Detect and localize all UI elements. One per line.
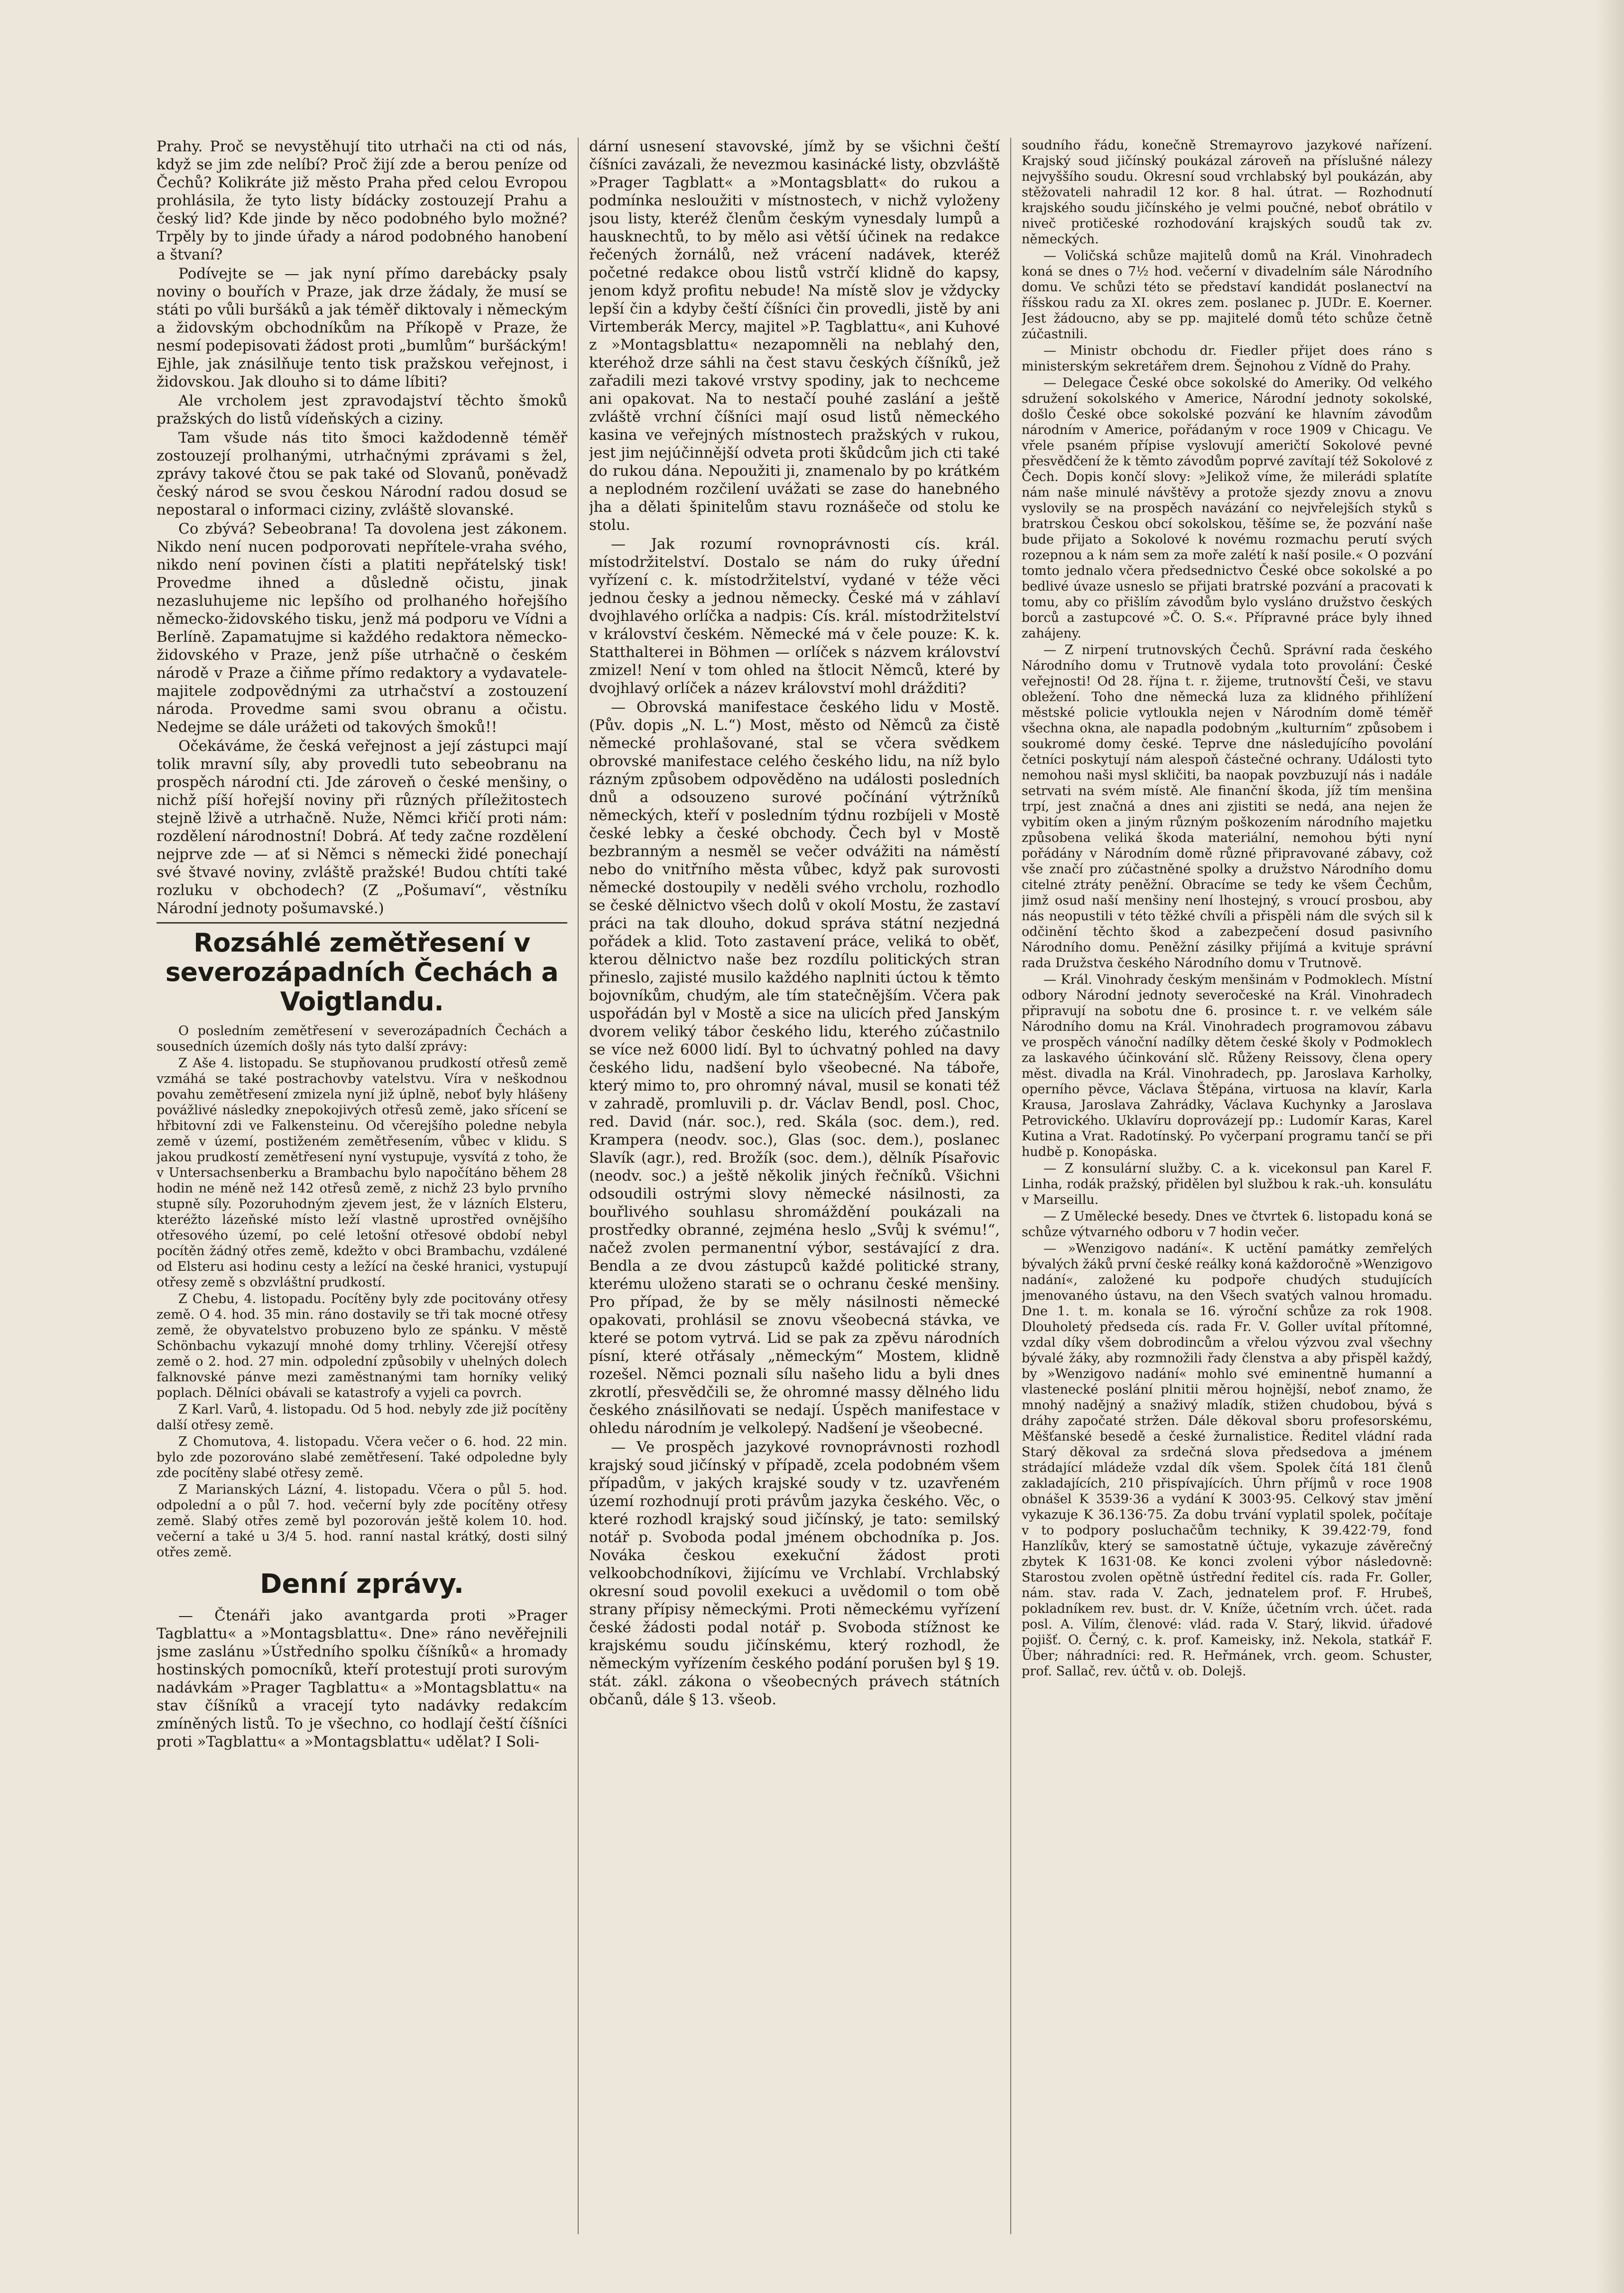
column-3 xyxy=(1022,138,1432,2234)
news-item: Z Marianských Lázní, 4. listopadu. Včera o půl 5. hod. odpolední a o půl 7. hod. večerní byly zde pocítěny otřesy země. Slabý otřes země byl pozorován ještě kolem 10. hod. večerní a také u 3/4 5. hod. ranní nastal krátký, dosti silný otřes země. xyxy=(157,1482,568,1560)
news-item: — Ve prospěch jazykové rovnoprávnosti rozhodl krajský soud jičínský v případě, zcela podobném všem případům, v jakých krajské soudy v tz. uzavřeném území rozhodnují proti právům jazyka českého. Věc, o které rozhodl krajský soud jičínský, je tato: semilský notář p. Svoboda podal jménem obchodníka p. Jos. Nováka českou exekuční žádost proti velkoobchodníkovi, žijícímu ve Vrchlabí. Vrchlabský okresní soud povolil exekuci a uvědomil o tom obě strany přípisy německými. Proti německému vyřízení české žádosti podal notář p. Svoboda stížnost ke krajskému soudu jičínskému, který rozhodl, že německým vyřízením českého podání porušen byl § 19. stát. zákl. zákona o všeobecných právech státních občanů, dále § 13. všeob. xyxy=(589,1439,1000,1708)
article-paragraph: Podívejte se — jak nyní přímo darebácky psaly noviny o bouřích v Praze, jak drze žádaly, že musí se státi po vůli buršáků a jak téměř diktovaly i německým a židovským obchodníkům na Příkopě v Praze, že nesmí podepisovati žádost proti „bumlům“ buršáckým! Ejhle, jak znásilňuje tento tisk pražskou veřejnost, i židovskou. Jak dlouho si to dáme líbiti? xyxy=(157,265,568,390)
article-paragraph: Tam všude nás tito šmoci každodenně téměř zostouzejí prolhanými, utrhačnými zprávami s žel, zprávy takové čtou se pak také od Slovanů, poněvadž český národ se svou českou Národní radou dosud se nepostaral o informaci ciziny, zvláště slovanské. xyxy=(157,429,568,518)
news-item: — »Wenzigovo nadání«. K uctění památky zemřelých bývalých žáků první české reálky koná každoročně »Wenzigovo nadání«, založené ku podpoře chudých studujících jmenovaného ústavu, na den Všech svatých valnou hromadu. Dne 1. t. m. konala se 16. výroční schůze za rok 1908. Dlouholetý předseda cís. rada Fr. V. Goller uvítal přítomné, vzdal díky všem dobrodincům a vřelou výzvou zval všechny bývalé žáky, aby rozmnožili řady členstva a aby přispěl každý, by »Wenzigovo nadání« mohlo své eminentně humanní a vlastenecké poslání plnitii měrou hojnější, neboť znamo, že mnohý nadějný a snaživý mladík, stižen chudobou, bývá s dráhy započaté stržen. Dále děkoval sboru profesorskému, Měšťanské besedě a české žurnalistice. Ředitel vládní rada Starý děkoval za srdečná slova předsedova a jménem strádající mládeže vzdal dík všem. Spolek čítá 181 členů zakladajících, 210 přispívajících. Úhrn příjmů v roce 1908 obnášel K 3539·36 a vydání K 3003·95. Celkový stav jmění vykazuje K 36.136·75. Za dobu trvání vyplatil spolek, počítaje v to podpory posluchačům techniky, K 39.422·79, fond Hanzlíkův, který se samostatně účtuje, vykazuje závěrečný zbytek K 1631·08. Ke konci zvoleni výbor následovně: Starostou zvolen opětně ústřední ředitel cís. rada Fr. Goller, nám. stav. rada V. Zach, jednatelem prof. F. Hrubeš, pokladníkem rev. bust. dr. V. Kníže, účetním vrch. účet. rada posl. A. Vilím, členové: vlád. rada V. Starý, likvid. úřadové pojišť. O. Černý, c. k. prof. Kameisky, inž. Nekola, statkář F. Über; náhradníci: red. R. Heřmánek, vrch. geom. Schuster, prof. Sallač, rev. účtů v. ob. Dolejš. xyxy=(1022,1241,1433,1679)
news-item: — Čtenáři jako avantgarda proti »Prager Tagblattu« a »Montagsblattu«. Dne» ráno nevěřejnili jsme zaslánu »Ústředního spolku číšníků« a hromady hostinských pomocníků, kteří protestují proti surovým nadávkám »Prager Tagblattu« a »Montagsblattu« na stav číšníků a vracejí tyto nadávky redakcím zmíněných listů. To je všechno, co hodlají čeští číšníci proti »Tagblattu« a »Montagsblattu« udělat? I Soli- xyxy=(157,1607,568,1750)
news-item: — Delegace České obce sokolské do Ameriky. Od velkého sdružení sokolského v Americe, Národní jednoty sokolské, došlo České obce sokolské pozvání ke hlavním závodům národním v Americe, pořádaným v roce 1909 v Chicagu. Ve vřele psaném přípise vyslovují američtí Sokolové pevné přesvědčení že k těmto závodům poprvé zavítají též Sokolové z Čech. Dopis končí slovy: »Jelikož víme, že milerádi splatíte nám naše minulé návštěvy a protože sjezdy znovu a znovu vyslovily se na prospěch navázání co nejvřelejších styků s bratrskou Českou obcí sokolskou, těšíme se, že pozvání naše bude přijato a Sokolové k novému rozmachu perutí svých rozepnou a k nám sem za moře zalétí k naší posile.« O pozvání tomto jednalo včera předsednictvo České obce sokolské a po bedlivé úvaze usneslo se přijati bratrské pozvání a pracovati k tomu, aby co přišlím závodům bylo vysláno družstvo českých borců a zastupcové »Č. O. S.«. Přípravné práce byly ihned zahájeny. xyxy=(1022,376,1433,641)
article-paragraph: Prahy. Proč se nevystěhují tito utrhači na cti od nás, když se jim zde nelíbí? Proč žijí zde a berou peníze od Čechů? Kolikráte již město Praha před celou Evropou prohlásila, že tyto listy bídácky zostouzejí Prahu a český lid? Kde jinde by něco podobného bylo možné? Trpěly by to jinde úřady a národ podobného hanobení a štvaní? xyxy=(157,138,568,263)
column-divider xyxy=(578,138,579,2234)
news-item: Z Karl. Varů, 4. listopadu. Od 5 hod. nebyly zde již pocítěny další otřesy země. xyxy=(157,1402,568,1433)
article-paragraph: Co zbývá? Sebeobrana! Ta dovolena jest zákonem. Nikdo není nucen podporovati nepřítele-vraha svého, nikdo není povinen čísti a platiti nepřátelský tisk! Provedme ihned a důsledně očistu, jinak nezasluhujeme nic lepšího od prolhaného hořejšího německo-židovského tisku, jenž má podporu ve Vídni a Berlíně. Zapamatujme si každého redaktora německo-židovského v Praze, jenž píše utrhačně o českém národě v Praze a čiňme přímo redaktory a vydavatele-majitele zodpovědnými za utrhačství a zostouzení národa. Provedme sami svou obranu a očistu. Nedejme se dále urážeti od takových šmoků!! xyxy=(157,520,568,736)
article-paragraph: Ale vrcholem jest zpravodajství těchto šmoků pražských do listů vídeňských a ciziny. xyxy=(157,392,568,427)
newspaper-page xyxy=(157,138,1432,2234)
article-paragraph: dární usnesení stavovské, jímž by se všichni čeští číšníci zavázali, že nevezmou kasinácké listy, obzvláště »Prager Tagblatt« a »Montagsblatt« do rukou a podmínka nesloužiti v místnostech, v nichž vyloženy jsou listy, kteréž členům českým vynesdaly lumpů a hausknechtů, to by mělo asi větší účinek na redakce řečených žornálů, než vrácení nadávek, kteréž početné redakce obou listů vstrčí klidně do kapsy, jenom když profitu nebude! Na místě slov je vždycky lepší čin a kdyby čeští číšníci čin provedli, jistě by ani Virtemberák Mercy, majitel »P. Tagblattu«, ani Kuhové z »Montagsblattu« nezapomněli na neblahý den, kteréhož drze sáhli na čest stavu českých číšníků, jež zařadili mezi takové vrstvy spodiny, jak to nechceme ani opakovat. Na to nestačí pouhé zaslání a ještě zvláště vrchní číšníci mají osud listů německého kasina ve veřejných místnostech pražských v rukou, jest jim nejúčinnější odveta proti škůdcům jich cti také do rukou dána. Nepoužiti ji, znamenalo by po krátkém a neplodném rozčilení uvážati se zase do hanebného jha a dělati špinitelům stavu roznášeče od stolu ke stolu. xyxy=(589,138,1000,534)
news-item: — Ministr obchodu dr. Fiedler přijet does ráno s ministerským sekretářem drem. Šejnohou z Vídně do Prahy. xyxy=(1022,343,1433,374)
news-item: Z Chebu, 4. listopadu. Pocítěny byly zde pocitovány otřesy země. O 4. hod. 35 min. ráno dostavily se tři tak mocné otřesy země, že obyvatelstvo probuzeno bylo ze spánku. V městě Schönbachu vykazují mnohé domy trhliny. Včerejší otřesy země o 2. hod. 27 min. odpolední způsobily v uhelných dolech falknovské pánve mezi zaměstnanými tam horníky veliký poplach. Dělníci obávali se katastrofy a vyjeli ca povrch. xyxy=(157,1292,568,1400)
news-item: — Z konsulární služby. C. a k. vicekonsul pan Karel F. Linha, rodák pražský, přidělen byl službou k rak.-uh. konsulátu v Marseillu. xyxy=(1022,1161,1433,1207)
news-item: Z Chomutova, 4. listopadu. Včera večer o 6. hod. 22 min. bylo zde pozorováno slabé zemětřesení. Také odpoledne byly zde pocítěny slabé otřesy země. xyxy=(157,1434,568,1480)
earthquake-headline: Rozsáhlé zemětřesení v severozápadních Čechách a Voigtlandu. xyxy=(165,928,559,1017)
scan-edge-shadow xyxy=(1596,0,1624,2293)
article-paragraph: Očekáváme, že česká veřejnost a její zástupci mají tolik mravní síly, aby provedli tuto sebeobranu na prospěch národní cti. Jde zároveň o české menšiny, o nichž píší hořejší noviny při různých příležitostech stejně lživě a utrhačně. Nuže, Němci křičí proti nám: rozdělení národnostní! Dobrá. Ať tedy začne rozdělení nejprve zde — ať si Němci s německi židé ponechají své štvavé noviny, zvláště pražské! Budou chtíti také rozluku v obchodech? (Z „Pošumaví“, věstníku Národní jednoty pošumavské.) xyxy=(157,738,568,917)
news-item: — Voličská schůze majitelů domů na Král. Vinohradech koná se dnes o 7½ hod. večerní v divadelním sále Národního domu. Ve schůzi této se představí kandidát poslanectví na říšskou radu za XI. okres zem. poslanec p. JUDr. E. Koerner. Jest žádoucno, aby se pp. majitelé domů této schůze četně zúčastnili. xyxy=(1022,249,1433,342)
news-item: — Z Umělecké besedy. Dnes ve čtvrtek 6. listopadu koná se schůze výtvarného odboru v 7 hodin večer. xyxy=(1022,1209,1433,1239)
column-2 xyxy=(589,138,1000,2234)
column-1 xyxy=(157,138,567,2234)
news-item: — Král. Vinohrady českým menšinám v Podmoklech. Místní odbory Národní jednoty severočeské na Král. Vinohradech připravují na sobotu dne 6. prosince t. r. ve velkém sále Národního domu na Král. Vinohradech programovou zábavu ve prospěch vánoční nadílky dětem české školy v Podmoklech za laskavého účinkování slč. Růženy Reissovy, člena opery měst. divadla na Král. Vinohradech, pp. Jaroslava Karholky, operního pěvce, Václava Štěpána, virtuosa na klavír, Karla Krausa, Jaroslava Zahrádky, Václava Kuchynky a Jaroslava Petrovického. Uklavíru doprovázejí pp.: Ludomír Karas, Karel Kutina a Vrat. Radotínský. Po vyčerpaní programu tančí se při hudbě p. Konopáska. xyxy=(1022,972,1433,1159)
divider xyxy=(157,922,567,924)
section-title-daily-news: Denní zprávy. xyxy=(259,1569,464,1600)
column-divider xyxy=(1010,138,1011,2234)
news-item: — Jak rozumí rovnoprávnosti cís. král. místodržitelství. Dostalo se nám do ruky úřední vyřízení c. k. místodržitelství, vydané v téže věci jednou česky a jednou německy. České má v záhlaví dvojhlavého orlíčka a nadpis: Cís. král. místodržitelství v království českém. Německé má v čele pouze: K. k. Statthalterei in Böhmen — orlíček s názvem království zmizel! Není v tom ohled na štlocit Němců, které by dvojhlavý orlíček a název království mohl drážditi? xyxy=(589,536,1000,697)
news-item: O posledním zemětřesení v severozápadních Čechách a sousedních územích došly nás tyto další zprávy: xyxy=(157,1024,568,1054)
news-item: — Obrovská manifestace českého lidu v Mostě. (Pův. dopis „N. L.“) Most, město od Němců za čistě německé prohlašované, stal se včera svědkem obrovské manifestace celého českého lidu, na níž bylo rázným způsobem odpověděno na události posledních dnů a odsouzeno surové počínání výtržníků německých, kteří v posledním týdnu rozbíjeli v Mostě české lebky a české obchody. Čech byl v Mostě bezbranným a nesměl se večer odvážiti na náměstí nebo do vnitřního města vůbec, když pak surovosti německé dostoupily v neděli svého vrcholu, rozhodlo se české dělnictvo všech dolů v okolí Mostu, že zastaví práci na tak dlouho, dokud správa státní nezjedná pořádek a klid. Toto zastavení práce, veliká to oběť, kterou dělnictvo naše bez rozdílu politických stran přineslo, zajisté musilo každého naplniti úctou k těmto bojovníkům, chudým, ale tím statečnějším. Včera pak uspořádán byl v Mostě a sice na ulicích před Janským dvorem veliký tábor českého lidu, kterého zúčastnilo se více než 6000 lidí. Byl to úchvatný pohled na davy českého lidu, nadšení bylo všeobecné. Na táboře, který mimo to, pro ohromný nával, musil se konati též v zahradě, promluvili p. dr. Václav Bendl, posl. Choc, red. David (nár. soc.), red. Skála (soc. dem.), red. Krampera (neodv. soc.), Glas (soc. dem.), poslanec Slavík (agr.), red. Brožík (soc. dem.), dělník Písařovic (neodv. soc.) a ještě několik jiných řečníků. Všichni odsoudili ostrými slovy německé násilnosti, za bouřlivého souhlasu shromáždění poukázali na prostředky obranné, zejména heslo „Svůj k svému!“, načež zvolen permanentní výbor, sestávající z dra. Bendla a ze dvou zástupců každé politické strany, kterému uloženo starati se o ochranu české menšiny. Pro případ, že by se měly násilnosti německé opakovati, prohlásil se znovu všeobecná stávka, ve které se potom vytrvá. Lid se pak za zpěvu národních písní, které otřásaly „německým“ Mostem, klidně rozešel. Němci poznali sílu našeho lidu a byli dnes zkrotlí, přesvědčili se, že ohromné massy dělného lidu českého znásilňovati se nedají. Úspěch manifestace v ohledu národním je velkolepý. Nadšení je všeobecné. xyxy=(589,699,1000,1437)
news-item: Z Aše 4. listopadu. Se stupňovanou prudkostí otřesů země vzmáhá se také postrachovby vatelstvu. Víra v neškodnou povahu zemětřesení zmizela nyní již úplně, neboť byly hlášeny povážlivé následky znepokojivých otřesů země, jako sřícení se hřbitovní zdi ve Falkensteinu. Od včerejšího poledne nebyla země v území, postiženém zemětřesením, vůbec v klidu. S jakou prudkostí zemětřesení nyní vystupuje, vysvítá z toho, že v Untersachsenberku a Brambachu bylo napočítáno během 28 hodin ne méně než 142 otřesů země, z nichž 23 bylo prvního stupně síly. Pozoruhodným zjevem jest, že v lázních Elsteru, kteréžto lázeňské místo leží vlastně uprostřed ovnějšího otřesového území, po celé letošní otřesové období nebyl pocítěn žádný otřes země, kdežto v obci Brambachu, vzdálené od Elsteru asi hodinu cesty a ležící na české hranici, vystupují otřesy země s obzvláštní prudkostí. xyxy=(157,1056,568,1290)
article-paragraph: soudního řádu, konečně Stremayrovo jazykové nařízení. Krajský soud jičínský poukázal zároveň na příslušné nálezy nejvyššího soudu. Okresní soud vrchlabský byl poukázán, aby stěžovateli nahradil 12 kor. 8 hal. útrat. — Rozhodnutí krajského soudu jičínského je velmi poučné, neboť obrátilo v niveč protičeské rozhodování krajských soudů tak zv. německých. xyxy=(1022,138,1433,247)
news-item: — Z nirpení trutnovských Čechů. Správní rada českého Národního domu v Trutnově vydala toto provolání: České veřejnosti! Od 28. října t. r. žijeme, trutnovští Češi, ve stavu obležení. Toho dne německá luza za klidného přihlížení městské policie vytloukla nejen v Národním domě téměř všechna okna, ale napadla podobným „kulturním“ způsobem i soukromé domy české. Teprve dne následujícího povolání četníci poskytují nám alespoň částečné ochrany. Události tyto nemohou naši mysl skličiti, ba naopak povzbuzují nás i nadále setrvati na svém místě. Ale finanční škoda, jíž tím menšina trpí, jest značná a dnes ani zjistiti se nedá, ana nejen že vybitím oken a jiným různým poškozením národního majetku způsobena veliká škoda materiální, nemohou býti nyní pořádány v Národním domě různé připravované zábavy, což vše značí pro zúčastněné spolky a družstvo Národního domu citelné ztráty peněžní. Obracíme se tedy ke všem Čechům, jimž osud naší menšiny není lhostejný, s vroucí prosbou, aby nás neopustili v této těžké chvíli a přispěli nám dle svých sil k odčinění těchto škod a zabezpečení dosud pasivního Národního domu. Peněžní zásilky přijímá a kvituje správní rada Družstva českého Národního domu v Trutnově. xyxy=(1022,643,1433,971)
